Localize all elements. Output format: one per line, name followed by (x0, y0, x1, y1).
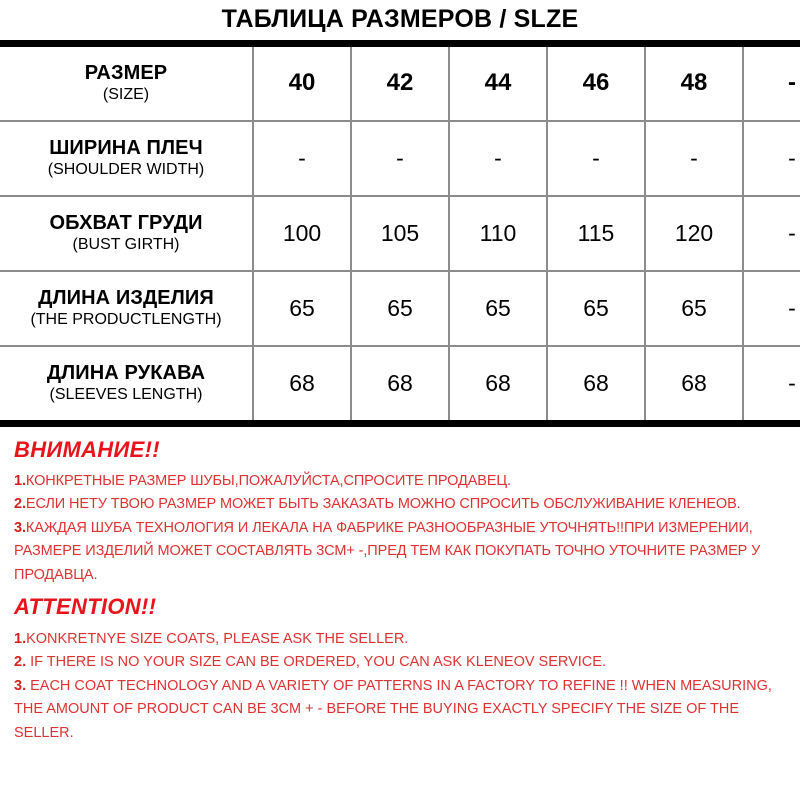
cell-value: - (743, 47, 800, 121)
notice-text: ЕСЛИ НЕТУ ТВОЮ РАЗМЕР МОЖЕТ БЫТЬ ЗАКАЗАТЬ МОЖНО СПРОСИТЬ ОБСЛУЖИВАНИЕ КЛЕНЕОВ. (25, 496, 741, 513)
cell-value: - (547, 121, 645, 196)
size-table (0, 47, 800, 420)
cell-value: 120 (645, 196, 743, 271)
row-label-en: (BUST GIRTH) (72, 235, 180, 253)
notice-number: 1. (14, 630, 27, 647)
cell-value: - (449, 121, 547, 196)
cell-value: 105 (351, 196, 449, 271)
table-row (0, 121, 800, 196)
row-label-product-length (0, 271, 253, 346)
notice-number: 3. (14, 677, 27, 694)
cell-value: - (253, 121, 351, 196)
cell-value: - (351, 121, 449, 196)
cell-value: 65 (645, 271, 743, 346)
cell-value: - (743, 196, 800, 271)
notice-number: 3. (14, 519, 26, 536)
row-label-en: (SIZE) (102, 85, 150, 103)
table-row (0, 271, 800, 346)
cell-value: 68 (253, 346, 351, 420)
notice-text: IF THERE IS NO YOUR SIZE CAN BE ORDERED, YOU CAN ASK KLENEOV SERVICE. (26, 654, 606, 671)
cell-value: 42 (351, 47, 449, 121)
notice-item-en-3 (14, 675, 786, 745)
cell-value: 115 (547, 196, 645, 271)
notice-item-en-2 (14, 651, 786, 674)
table-row (0, 47, 800, 121)
cell-value: 68 (547, 346, 645, 420)
row-label-shoulder-width (0, 121, 253, 196)
notice-number: 2. (14, 654, 27, 671)
notice-text: EACH COAT TECHNOLOGY AND A VARIETY OF PATTERNS IN A FACTORY TO REFINE !! WHEN MEASURING, THE AMOUNT OF PRODUCT CAN BE 3CM + - BEFORE THE BUYING EXACTLY SPECIFY THE SIZE OF THE SELLER. (14, 677, 772, 741)
cell-value: 48 (645, 47, 743, 121)
notice-item-ru-2 (14, 493, 786, 516)
table-row (0, 196, 800, 271)
cell-value: 65 (449, 271, 547, 346)
cell-value: - (743, 271, 800, 346)
cell-value: - (743, 121, 800, 196)
notice-item-en-1 (14, 628, 786, 651)
cell-value: 68 (351, 346, 449, 420)
table-row (0, 346, 800, 420)
cell-value: - (788, 369, 796, 396)
notice-heading-en: ATTENTION!! (14, 594, 157, 620)
notices-section (0, 427, 800, 746)
cell-value: 100 (253, 196, 351, 271)
notice-text: КАЖДАЯ ШУБА ТЕХНОЛОГИЯ И ЛЕКАЛА НА ФАБРИКЕ РАЗНООБРАЗНЫЕ УТОЧНЯТЬ!!ПРИ ИЗМЕРЕНИИ, РАЗМЕРЕ ИЗДЕЛИЙ МОЖЕТ СОСТАВЛЯТЬ 3СМ+ -,ПРЕД ТЕМ КАК ПОКУПАТЬ ТОЧНО УТОЧНИТЕ РАЗМЕР У ПРОДАВЦА. (14, 519, 761, 583)
row-label-en: (SLEEVES LENGTH) (49, 385, 203, 403)
row-label-ru: ДЛИНА ИЗДЕЛИЯ (38, 287, 214, 310)
row-label-ru: ШИРИНА ПЛЕЧ (49, 137, 203, 160)
row-label-ru: ОБХВАТ ГРУДИ (49, 212, 203, 235)
size-table-container (0, 40, 800, 427)
row-label-en: (SHOULDER WIDTH) (47, 160, 205, 178)
notice-number: 1. (14, 473, 26, 489)
cell-value: 65 (351, 271, 449, 346)
row-label-size (0, 47, 253, 121)
row-label-ru: РАЗМЕР (84, 62, 168, 85)
cell-value: 65 (253, 271, 351, 346)
notice-number: 2. (14, 496, 26, 513)
cell-value: - (645, 121, 743, 196)
cell-value: 44 (449, 47, 547, 121)
cell-value: 68 (645, 346, 743, 420)
notice-text: КОНКРЕТНЫЕ РАЗМЕР ШУБЫ,ПОЖАЛУЙСТА,СПРОСИТЕ ПРОДАВЕЦ. (25, 473, 511, 489)
cell-value: 110 (449, 196, 547, 271)
cell-value: 46 (547, 47, 645, 121)
row-label-bust-girth (0, 196, 253, 271)
cell-value: 40 (253, 47, 351, 121)
row-label-en: (THE PRODUCTLENGTH) (30, 310, 222, 328)
cell-value: 65 (547, 271, 645, 346)
row-label-sleeves-length (0, 346, 253, 420)
notice-text: KONKRETNYE SIZE COATS, PLEASE ASK THE SELLER. (26, 630, 409, 647)
cell-value: 68 (449, 346, 547, 420)
notice-item-ru-3 (14, 517, 786, 587)
row-label-ru: ДЛИНА РУКАВА (46, 362, 206, 385)
notice-heading-ru: ВНИМАНИЕ!! (14, 436, 160, 462)
notice-item-ru-1 (14, 470, 786, 493)
page-title: ТАБЛИЦА РАЗМЕРОВ / SLZE (221, 5, 579, 33)
